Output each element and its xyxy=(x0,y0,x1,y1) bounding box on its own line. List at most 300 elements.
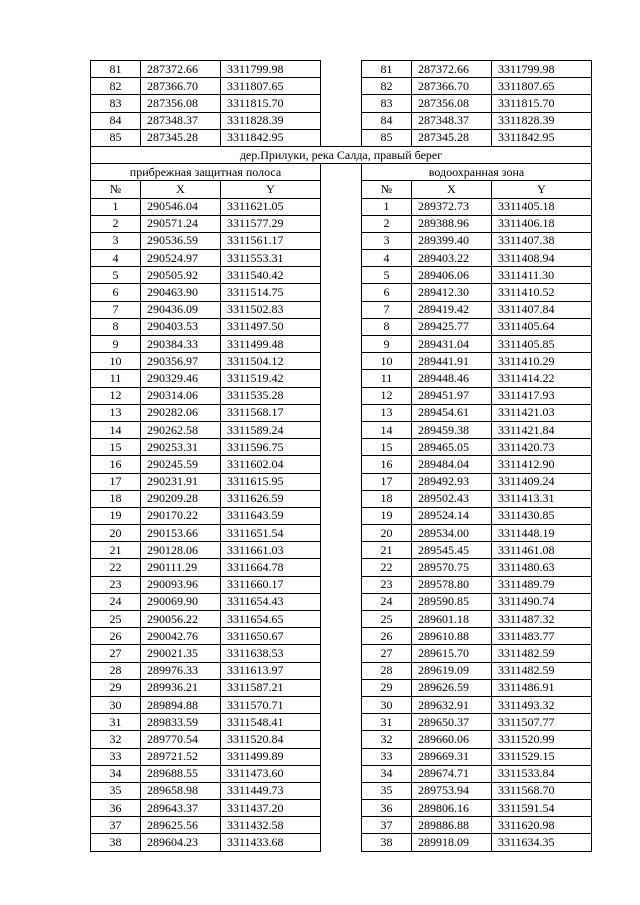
left-y-coordinate: 3311828.39 xyxy=(221,112,321,129)
left-x-coordinate: 290356.97 xyxy=(141,353,221,370)
column-gap xyxy=(321,782,362,799)
left-y-coordinate: 3311568.17 xyxy=(221,404,321,421)
right-x-coordinate: 289492.93 xyxy=(412,473,492,490)
left-point-number: 13 xyxy=(91,404,141,421)
right-point-number: 31 xyxy=(362,714,412,731)
column-gap xyxy=(321,318,362,335)
right-x-coordinate: 289419.42 xyxy=(412,301,492,318)
right-point-number: 13 xyxy=(362,404,412,421)
coordinates-table xyxy=(90,60,592,852)
left-y-coordinate: 3311433.68 xyxy=(221,834,321,851)
right-x-coordinate: 289431.04 xyxy=(412,336,492,353)
right-x-coordinate: 289465.05 xyxy=(412,439,492,456)
right-point-number: 22 xyxy=(362,559,412,576)
left-point-number: 1 xyxy=(91,198,141,215)
left-point-number: 20 xyxy=(91,525,141,542)
right-x-coordinate: 287348.37 xyxy=(412,112,492,129)
column-gap xyxy=(321,473,362,490)
left-x-coordinate: 289643.37 xyxy=(141,800,221,817)
table-row xyxy=(91,507,592,524)
left-y-coordinate: 3311548.41 xyxy=(221,714,321,731)
column-gap xyxy=(321,164,362,181)
column-gap xyxy=(321,129,362,146)
table-row xyxy=(91,267,592,284)
right-y-coordinate: 3311828.39 xyxy=(492,112,592,129)
left-x-coordinate: 289936.21 xyxy=(141,679,221,696)
right-x-coordinate: 287366.70 xyxy=(412,78,492,95)
left-point-number: 23 xyxy=(91,576,141,593)
right-x-coordinate: 289459.38 xyxy=(412,421,492,438)
left-y-coordinate: 3311553.31 xyxy=(221,250,321,267)
right-point-number: 5 xyxy=(362,267,412,284)
left-y-coordinate: 3311660.17 xyxy=(221,576,321,593)
left-x-coordinate: 287372.66 xyxy=(141,61,221,78)
column-gap xyxy=(321,525,362,542)
table-row xyxy=(91,129,592,146)
right-point-number: 26 xyxy=(362,628,412,645)
column-gap xyxy=(321,559,362,576)
table-row xyxy=(91,696,592,713)
left-y-coordinate: 3311799.98 xyxy=(221,61,321,78)
right-y-coordinate: 3311807.65 xyxy=(492,78,592,95)
right-point-number: 14 xyxy=(362,421,412,438)
right-x-coordinate: 289886.88 xyxy=(412,817,492,834)
table-row xyxy=(91,714,592,731)
column-gap xyxy=(321,456,362,473)
column-gap xyxy=(321,542,362,559)
right-point-number: 3 xyxy=(362,232,412,249)
right-x-coordinate: 289524.14 xyxy=(412,507,492,524)
right-point-number: 16 xyxy=(362,456,412,473)
right-y-coordinate: 3311815.70 xyxy=(492,95,592,112)
table-row xyxy=(91,215,592,232)
right-x-coordinate: 287356.08 xyxy=(412,95,492,112)
left-x-coordinate: 290329.46 xyxy=(141,370,221,387)
left-point-number: 9 xyxy=(91,336,141,353)
left-point-number: 25 xyxy=(91,611,141,628)
left-y-coordinate: 3311540.42 xyxy=(221,267,321,284)
right-point-number: 17 xyxy=(362,473,412,490)
left-point-number: 34 xyxy=(91,765,141,782)
left-y-coordinate: 3311621.05 xyxy=(221,198,321,215)
table-row xyxy=(91,748,592,765)
right-y-coordinate: 3311406.18 xyxy=(492,215,592,232)
left-x-coordinate: 290262.58 xyxy=(141,421,221,438)
right-x-coordinate: 289660.06 xyxy=(412,731,492,748)
left-point-number: 18 xyxy=(91,490,141,507)
right-y-coordinate: 3311482.59 xyxy=(492,645,592,662)
right-y-coordinate: 3311417.93 xyxy=(492,387,592,404)
column-gap xyxy=(321,439,362,456)
left-x-coordinate: 289604.23 xyxy=(141,834,221,851)
left-point-number: 11 xyxy=(91,370,141,387)
column-gap xyxy=(321,78,362,95)
right-y-coordinate: 3311799.98 xyxy=(492,61,592,78)
right-y-coordinate: 3311482.59 xyxy=(492,662,592,679)
column-gap xyxy=(321,731,362,748)
left-point-number: 8 xyxy=(91,318,141,335)
right-y-coordinate: 3311461.08 xyxy=(492,542,592,559)
right-y-coordinate: 3311489.79 xyxy=(492,576,592,593)
column-gap xyxy=(321,817,362,834)
right-point-number: 21 xyxy=(362,542,412,559)
left-zone-title: прибрежная защитная полоса xyxy=(91,164,321,181)
column-gap xyxy=(321,284,362,301)
left-x-coordinate: 290056.22 xyxy=(141,611,221,628)
left-y-coordinate: 3311643.59 xyxy=(221,507,321,524)
right-y-coordinate: 3311405.18 xyxy=(492,198,592,215)
left-point-number: 17 xyxy=(91,473,141,490)
right-y-coordinate: 3311493.32 xyxy=(492,696,592,713)
left-x-coordinate: 290231.91 xyxy=(141,473,221,490)
table-row xyxy=(91,765,592,782)
right-point-number: 38 xyxy=(362,834,412,851)
column-gap xyxy=(321,576,362,593)
header-x: X xyxy=(141,181,221,198)
column-gap xyxy=(321,507,362,524)
left-y-coordinate: 3311626.59 xyxy=(221,490,321,507)
left-point-number: 3 xyxy=(91,232,141,249)
left-y-coordinate: 3311432.58 xyxy=(221,817,321,834)
right-x-coordinate: 289484.04 xyxy=(412,456,492,473)
right-x-coordinate: 289534.00 xyxy=(412,525,492,542)
left-y-coordinate: 3311842.95 xyxy=(221,129,321,146)
left-x-coordinate: 290093.96 xyxy=(141,576,221,593)
table-row xyxy=(91,198,592,215)
left-y-coordinate: 3311502.83 xyxy=(221,301,321,318)
right-y-coordinate: 3311487.32 xyxy=(492,611,592,628)
left-y-coordinate: 3311650.67 xyxy=(221,628,321,645)
right-y-coordinate: 3311414.22 xyxy=(492,370,592,387)
right-y-coordinate: 3311520.99 xyxy=(492,731,592,748)
table-row xyxy=(91,628,592,645)
right-point-number: 12 xyxy=(362,387,412,404)
right-point-number: 19 xyxy=(362,507,412,524)
right-y-coordinate: 3311411.30 xyxy=(492,267,592,284)
left-x-coordinate: 290403.53 xyxy=(141,318,221,335)
right-y-coordinate: 3311620.98 xyxy=(492,817,592,834)
table-row xyxy=(91,404,592,421)
right-x-coordinate: 289674.71 xyxy=(412,765,492,782)
table-row xyxy=(91,782,592,799)
right-point-number: 6 xyxy=(362,284,412,301)
column-gap xyxy=(321,61,362,78)
right-point-number: 33 xyxy=(362,748,412,765)
left-y-coordinate: 3311520.84 xyxy=(221,731,321,748)
column-gap xyxy=(321,696,362,713)
table-row xyxy=(91,284,592,301)
left-point-number: 7 xyxy=(91,301,141,318)
left-point-number: 5 xyxy=(91,267,141,284)
right-x-coordinate: 289441.91 xyxy=(412,353,492,370)
left-x-coordinate: 290209.28 xyxy=(141,490,221,507)
column-gap xyxy=(321,267,362,284)
column-gap xyxy=(321,748,362,765)
left-point-number: 27 xyxy=(91,645,141,662)
right-point-number: 32 xyxy=(362,731,412,748)
right-y-coordinate: 3311533.84 xyxy=(492,765,592,782)
right-point-number: 4 xyxy=(362,250,412,267)
table-row xyxy=(91,834,592,851)
right-point-number: 23 xyxy=(362,576,412,593)
table-row xyxy=(91,645,592,662)
right-x-coordinate: 289615.70 xyxy=(412,645,492,662)
left-y-coordinate: 3311437.20 xyxy=(221,800,321,817)
right-point-number: 35 xyxy=(362,782,412,799)
section-header xyxy=(91,146,592,198)
left-y-coordinate: 3311596.75 xyxy=(221,439,321,456)
left-y-coordinate: 3311561.17 xyxy=(221,232,321,249)
right-point-number: 34 xyxy=(362,765,412,782)
left-x-coordinate: 290524.97 xyxy=(141,250,221,267)
left-point-number: 26 xyxy=(91,628,141,645)
column-gap xyxy=(321,662,362,679)
table-row xyxy=(91,250,592,267)
column-gap xyxy=(321,834,362,851)
right-x-coordinate: 289590.85 xyxy=(412,593,492,610)
right-point-number: 37 xyxy=(362,817,412,834)
right-x-coordinate: 289451.97 xyxy=(412,387,492,404)
right-x-coordinate: 289406.06 xyxy=(412,267,492,284)
right-point-number: 83 xyxy=(362,95,412,112)
right-point-number: 27 xyxy=(362,645,412,662)
column-gap xyxy=(321,593,362,610)
left-x-coordinate: 290111.29 xyxy=(141,559,221,576)
right-y-coordinate: 3311486.91 xyxy=(492,679,592,696)
left-y-coordinate: 3311535.28 xyxy=(221,387,321,404)
table-row xyxy=(91,662,592,679)
column-gap xyxy=(321,421,362,438)
left-x-coordinate: 287356.08 xyxy=(141,95,221,112)
left-y-coordinate: 3311499.89 xyxy=(221,748,321,765)
left-point-number: 22 xyxy=(91,559,141,576)
right-y-coordinate: 3311410.29 xyxy=(492,353,592,370)
right-y-coordinate: 3311421.84 xyxy=(492,421,592,438)
left-point-number: 38 xyxy=(91,834,141,851)
left-point-number: 21 xyxy=(91,542,141,559)
left-point-number: 32 xyxy=(91,731,141,748)
left-point-number: 37 xyxy=(91,817,141,834)
right-zone-title: водоохранная зона xyxy=(362,164,592,181)
table-row xyxy=(91,456,592,473)
left-x-coordinate: 290505.92 xyxy=(141,267,221,284)
left-y-coordinate: 3311577.29 xyxy=(221,215,321,232)
table-row xyxy=(91,439,592,456)
left-x-coordinate: 290546.04 xyxy=(141,198,221,215)
left-y-coordinate: 3311473.60 xyxy=(221,765,321,782)
column-gap xyxy=(321,714,362,731)
left-x-coordinate: 289688.55 xyxy=(141,765,221,782)
left-x-coordinate: 290253.31 xyxy=(141,439,221,456)
left-point-number: 10 xyxy=(91,353,141,370)
left-point-number: 31 xyxy=(91,714,141,731)
right-point-number: 10 xyxy=(362,353,412,370)
right-y-coordinate: 3311405.85 xyxy=(492,336,592,353)
left-point-number: 24 xyxy=(91,593,141,610)
header-x: X xyxy=(412,181,492,198)
table-row xyxy=(91,576,592,593)
main-rows xyxy=(91,198,592,851)
column-gap xyxy=(321,353,362,370)
column-gap xyxy=(321,215,362,232)
left-y-coordinate: 3311587.21 xyxy=(221,679,321,696)
left-x-coordinate: 290282.06 xyxy=(141,404,221,421)
left-point-number: 14 xyxy=(91,421,141,438)
header-number: № xyxy=(362,181,412,198)
table-row xyxy=(91,542,592,559)
right-x-coordinate: 289570.75 xyxy=(412,559,492,576)
header-number: № xyxy=(91,181,141,198)
right-x-coordinate: 289372.73 xyxy=(412,198,492,215)
left-point-number: 84 xyxy=(91,112,141,129)
column-gap xyxy=(321,112,362,129)
table-row xyxy=(91,112,592,129)
left-y-coordinate: 3311815.70 xyxy=(221,95,321,112)
table-row xyxy=(91,525,592,542)
left-y-coordinate: 3311497.50 xyxy=(221,318,321,335)
table-row xyxy=(91,61,592,78)
right-y-coordinate: 3311634.35 xyxy=(492,834,592,851)
right-x-coordinate: 289545.45 xyxy=(412,542,492,559)
left-y-coordinate: 3311602.04 xyxy=(221,456,321,473)
right-y-coordinate: 3311507.77 xyxy=(492,714,592,731)
table-row xyxy=(91,370,592,387)
table-row xyxy=(91,95,592,112)
left-point-number: 83 xyxy=(91,95,141,112)
table-row xyxy=(91,421,592,438)
right-y-coordinate: 3311410.52 xyxy=(492,284,592,301)
left-x-coordinate: 289770.54 xyxy=(141,731,221,748)
column-gap xyxy=(321,250,362,267)
left-x-coordinate: 289658.98 xyxy=(141,782,221,799)
right-y-coordinate: 3311421.03 xyxy=(492,404,592,421)
table-row xyxy=(91,353,592,370)
table-row xyxy=(91,800,592,817)
right-x-coordinate: 289578.80 xyxy=(412,576,492,593)
left-point-number: 33 xyxy=(91,748,141,765)
table-row xyxy=(91,611,592,628)
right-x-coordinate: 287372.66 xyxy=(412,61,492,78)
left-y-coordinate: 3311589.24 xyxy=(221,421,321,438)
left-x-coordinate: 290153.66 xyxy=(141,525,221,542)
left-y-coordinate: 3311499.48 xyxy=(221,336,321,353)
left-x-coordinate: 290245.59 xyxy=(141,456,221,473)
right-x-coordinate: 289610.88 xyxy=(412,628,492,645)
left-point-number: 81 xyxy=(91,61,141,78)
right-x-coordinate: 289632.91 xyxy=(412,696,492,713)
right-y-coordinate: 3311483.77 xyxy=(492,628,592,645)
right-y-coordinate: 3311568.70 xyxy=(492,782,592,799)
right-point-number: 30 xyxy=(362,696,412,713)
right-point-number: 7 xyxy=(362,301,412,318)
left-point-number: 6 xyxy=(91,284,141,301)
right-x-coordinate: 289425.77 xyxy=(412,318,492,335)
left-y-coordinate: 3311570.71 xyxy=(221,696,321,713)
left-x-coordinate: 290436.09 xyxy=(141,301,221,318)
right-y-coordinate: 3311842.95 xyxy=(492,129,592,146)
left-point-number: 28 xyxy=(91,662,141,679)
column-gap xyxy=(321,370,362,387)
column-gap xyxy=(321,490,362,507)
table-row xyxy=(91,336,592,353)
left-x-coordinate: 290463.90 xyxy=(141,284,221,301)
left-point-number: 16 xyxy=(91,456,141,473)
left-point-number: 36 xyxy=(91,800,141,817)
left-x-coordinate: 287348.37 xyxy=(141,112,221,129)
column-gap xyxy=(321,679,362,696)
table-row xyxy=(91,473,592,490)
right-point-number: 11 xyxy=(362,370,412,387)
left-point-number: 12 xyxy=(91,387,141,404)
table-row xyxy=(91,679,592,696)
left-point-number: 82 xyxy=(91,78,141,95)
left-x-coordinate: 289894.88 xyxy=(141,696,221,713)
left-point-number: 19 xyxy=(91,507,141,524)
left-x-coordinate: 290021.35 xyxy=(141,645,221,662)
right-y-coordinate: 3311430.85 xyxy=(492,507,592,524)
right-point-number: 9 xyxy=(362,336,412,353)
column-gap xyxy=(321,645,362,662)
table-row xyxy=(91,78,592,95)
column-gap xyxy=(321,404,362,421)
left-y-coordinate: 3311449.73 xyxy=(221,782,321,799)
table-row xyxy=(91,593,592,610)
left-x-coordinate: 290536.59 xyxy=(141,232,221,249)
column-gap xyxy=(321,336,362,353)
right-x-coordinate: 287345.28 xyxy=(412,129,492,146)
table-row xyxy=(91,387,592,404)
table-row xyxy=(91,232,592,249)
right-x-coordinate: 289601.18 xyxy=(412,611,492,628)
left-x-coordinate: 289625.56 xyxy=(141,817,221,834)
left-y-coordinate: 3311651.54 xyxy=(221,525,321,542)
right-x-coordinate: 289403.22 xyxy=(412,250,492,267)
table-row xyxy=(91,559,592,576)
right-point-number: 8 xyxy=(362,318,412,335)
right-x-coordinate: 289388.96 xyxy=(412,215,492,232)
right-point-number: 82 xyxy=(362,78,412,95)
left-y-coordinate: 3311519.42 xyxy=(221,370,321,387)
right-point-number: 36 xyxy=(362,800,412,817)
right-y-coordinate: 3311490.74 xyxy=(492,593,592,610)
left-x-coordinate: 287366.70 xyxy=(141,78,221,95)
left-y-coordinate: 3311661.03 xyxy=(221,542,321,559)
left-point-number: 85 xyxy=(91,129,141,146)
right-point-number: 24 xyxy=(362,593,412,610)
left-x-coordinate: 290314.06 xyxy=(141,387,221,404)
right-x-coordinate: 289399.40 xyxy=(412,232,492,249)
right-y-coordinate: 3311407.84 xyxy=(492,301,592,318)
left-point-number: 35 xyxy=(91,782,141,799)
right-x-coordinate: 289626.59 xyxy=(412,679,492,696)
left-x-coordinate: 290042.76 xyxy=(141,628,221,645)
column-gap xyxy=(321,181,362,198)
right-x-coordinate: 289448.46 xyxy=(412,370,492,387)
right-y-coordinate: 3311591.54 xyxy=(492,800,592,817)
right-y-coordinate: 3311529.15 xyxy=(492,748,592,765)
right-x-coordinate: 289619.09 xyxy=(412,662,492,679)
right-y-coordinate: 3311405.64 xyxy=(492,318,592,335)
left-y-coordinate: 3311664.78 xyxy=(221,559,321,576)
table-row xyxy=(91,490,592,507)
right-point-number: 20 xyxy=(362,525,412,542)
column-gap xyxy=(321,765,362,782)
left-point-number: 30 xyxy=(91,696,141,713)
left-y-coordinate: 3311807.65 xyxy=(221,78,321,95)
left-y-coordinate: 3311654.43 xyxy=(221,593,321,610)
left-y-coordinate: 3311615.95 xyxy=(221,473,321,490)
right-point-number: 18 xyxy=(362,490,412,507)
